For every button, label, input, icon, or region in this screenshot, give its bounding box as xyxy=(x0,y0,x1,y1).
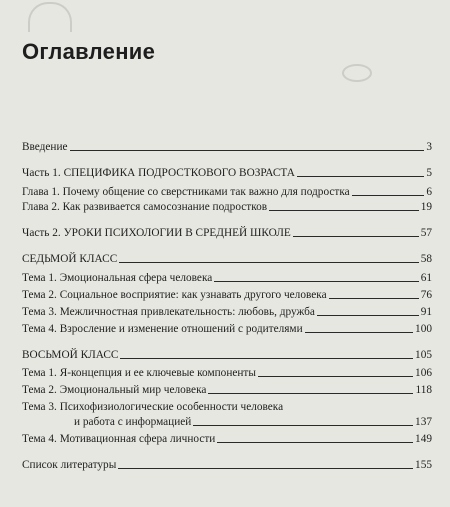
toc-entry-page: 137 xyxy=(415,416,432,428)
toc-entry-label: Глава 1. Почему общение со сверстниками так важно для подростка xyxy=(22,186,350,198)
toc-entry[interactable] xyxy=(22,140,432,154)
toc-entry-page: 61 xyxy=(420,272,432,284)
toc-entry-page: 19 xyxy=(420,201,432,213)
toc-entry-label: Тема 1. Я-концепция и ее ключевые компоненты xyxy=(22,367,256,379)
toc-entry-label: Тема 4. Мотивационная сфера личности xyxy=(22,433,216,445)
bleed-through-eye-icon xyxy=(342,64,372,82)
dot-leader xyxy=(119,262,418,263)
toc-entry-label: Введение xyxy=(22,141,68,153)
dot-leader xyxy=(329,298,419,299)
toc-entry-label: СЕДЬМОЙ КЛАСС xyxy=(22,253,118,265)
dot-leader xyxy=(269,210,419,211)
dot-leader xyxy=(258,376,413,377)
toc-entry-page: 155 xyxy=(415,459,432,471)
dot-leader xyxy=(208,393,413,394)
toc-entry-page: 3 xyxy=(426,141,432,153)
toc-entry-label: Тема 3. Межличностная привлекательность: любовь, дружба xyxy=(22,306,315,318)
toc-entry-page: 76 xyxy=(420,289,432,301)
toc-entry[interactable] xyxy=(22,185,432,199)
toc-entry-label: Часть 2. УРОКИ ПСИХОЛОГИИ В СРЕДНЕЙ ШКОЛЕ xyxy=(22,227,291,239)
toc-entry-label-continued: и работа с информацией xyxy=(74,416,192,428)
toc-entry[interactable] xyxy=(22,200,432,214)
toc-entry-label: Часть 1. СПЕЦИФИКА ПОДРОСТКОВОГО ВОЗРАСТА xyxy=(22,167,295,179)
dot-leader xyxy=(214,281,418,282)
toc-entry-multiline[interactable] xyxy=(22,400,432,414)
toc-entry[interactable] xyxy=(22,271,432,285)
toc-entry-continuation[interactable] xyxy=(74,415,432,429)
toc-entry-label: Тема 2. Эмоциональный мир человека xyxy=(22,384,207,396)
toc-entry-label: Глава 2. Как развивается самосознание подростков xyxy=(22,201,268,213)
dot-leader xyxy=(70,150,425,151)
toc-entry[interactable] xyxy=(22,366,432,380)
toc-entry-page: 105 xyxy=(415,349,432,361)
toc-entry-label: Список литературы xyxy=(22,459,117,471)
toc-entry-page: 149 xyxy=(415,433,432,445)
toc-entry[interactable] xyxy=(22,432,432,446)
toc-entry-page: 100 xyxy=(415,323,432,335)
toc-entry-page: 6 xyxy=(426,186,432,198)
dot-leader xyxy=(297,176,424,177)
dot-leader xyxy=(118,468,413,469)
dot-leader xyxy=(293,236,419,237)
toc-entry[interactable] xyxy=(22,252,432,266)
bleed-through-logo xyxy=(28,2,72,32)
toc-entry[interactable] xyxy=(22,288,432,302)
toc-entry[interactable] xyxy=(22,322,432,336)
toc-entry-label: Тема 1. Эмоциональная сфера человека xyxy=(22,272,213,284)
toc-entry-page: 91 xyxy=(420,306,432,318)
toc-entry[interactable] xyxy=(22,226,432,240)
toc-entry-label: Тема 3. Психофизиологические особенности человека xyxy=(22,401,284,413)
toc-entry[interactable] xyxy=(22,458,432,472)
toc-entry[interactable] xyxy=(22,166,432,180)
dot-leader xyxy=(352,195,425,196)
dot-leader xyxy=(317,315,419,316)
dot-leader xyxy=(305,332,413,333)
toc-entry-page: 106 xyxy=(415,367,432,379)
toc-entry[interactable] xyxy=(22,305,432,319)
toc-entry[interactable] xyxy=(22,383,432,397)
toc-entry-label: Тема 2. Социальное восприятие: как узнавать другого человека xyxy=(22,289,327,301)
page-title: Оглавление xyxy=(22,39,156,64)
dot-leader xyxy=(193,425,413,426)
dot-leader xyxy=(120,358,413,359)
toc-entry-page: 5 xyxy=(426,167,432,179)
toc-entry-page: 57 xyxy=(420,227,432,239)
toc-entry-label: Тема 4. Взросление и изменение отношений с родителями xyxy=(22,323,303,335)
toc-entry-label: ВОСЬМОЙ КЛАСС xyxy=(22,349,119,361)
dot-leader xyxy=(217,442,413,443)
toc-entry-page: 118 xyxy=(415,384,432,396)
toc-entry-page: 58 xyxy=(420,253,432,265)
toc-entry[interactable] xyxy=(22,348,432,362)
